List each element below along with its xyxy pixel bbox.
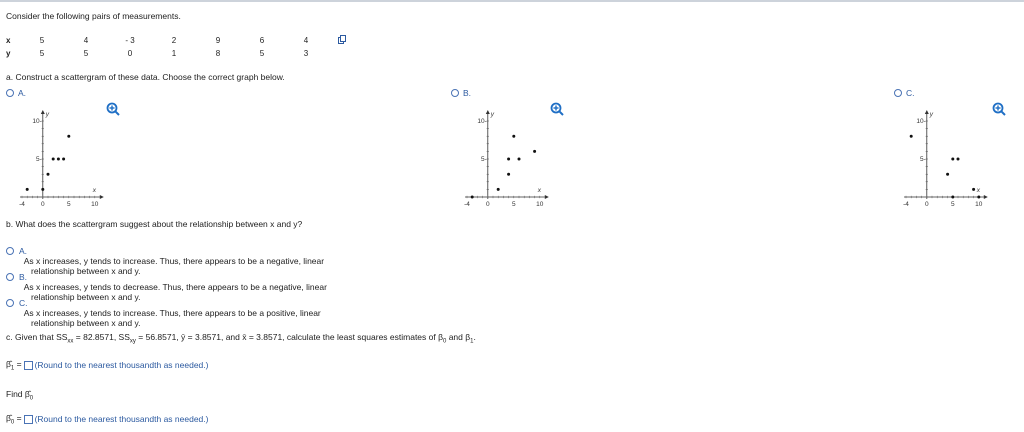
y-cell: 0	[127, 49, 133, 58]
radio-button[interactable]	[6, 299, 14, 307]
radio-button[interactable]	[451, 89, 459, 97]
label-text: =	[14, 359, 22, 369]
y-tick-label: 10-	[916, 118, 926, 126]
y-cell: 5	[83, 49, 89, 58]
x-tick-label: 5	[511, 201, 516, 208]
data-point	[957, 158, 960, 161]
data-point	[951, 158, 954, 161]
x-tick-label: 5	[950, 201, 955, 208]
y-tick-label: 10-	[477, 118, 487, 126]
data-point	[497, 188, 500, 191]
y-cell: 1	[171, 49, 177, 58]
prompt-sub: xy	[129, 338, 136, 345]
copy-data-icon[interactable]	[338, 35, 346, 44]
beta0-label	[6, 413, 22, 426]
y-cell: 3	[303, 49, 309, 58]
x-cell: 6	[259, 36, 265, 45]
label-sub: 0	[29, 395, 34, 402]
beta1-label	[6, 359, 22, 372]
label-text: =	[14, 413, 22, 423]
option-c-radio-group[interactable]	[894, 88, 915, 98]
option-text-cont: relationship between x and y.	[31, 318, 141, 328]
option-a-radio-group[interactable]	[6, 88, 26, 98]
data-point	[518, 158, 521, 161]
data-point	[533, 150, 536, 153]
label-text: β̂	[6, 413, 11, 423]
x-tick-label: 10	[975, 201, 983, 208]
y-cell: 5	[259, 49, 265, 58]
option-text: As x increases, y tends to increase. Thus, there appears to be a negative, linear	[23, 256, 325, 266]
scattergram-option-c	[884, 100, 1024, 215]
x-cell: 5	[39, 36, 45, 45]
find-beta0-label	[6, 389, 33, 402]
part-b-option-c[interactable]	[6, 298, 321, 328]
x-tick-label: 10	[91, 201, 99, 208]
x-tick-label: 0	[40, 201, 45, 208]
rounding-hint: (Round to the nearest thousandth as needed.)	[34, 414, 209, 425]
x-axis-label: x	[976, 187, 981, 194]
data-point	[471, 196, 474, 199]
option-letter: A.	[18, 88, 27, 98]
radio-button[interactable]	[894, 89, 902, 97]
y-axis-arrow	[925, 110, 929, 114]
data-point	[972, 188, 975, 191]
option-text: As x increases, y tends to decrease. Thus, there appears to be a negative, linear	[23, 282, 327, 292]
y-axis-label: y	[45, 111, 50, 118]
option-text-cont: relationship between x and y.	[31, 292, 141, 302]
prompt-sub: 0	[442, 338, 447, 345]
data-point	[512, 135, 515, 138]
table-row-x	[6, 34, 328, 47]
scattergram-option-a	[0, 100, 140, 215]
label-text: Find β̂	[6, 389, 30, 399]
x-cell: - 3	[125, 36, 135, 45]
y-row-label: y	[6, 49, 11, 58]
beta1-answer-row	[6, 359, 208, 372]
data-point	[977, 196, 980, 199]
x-tick-label: 0	[924, 201, 929, 208]
radio-button[interactable]	[6, 247, 14, 255]
table-row-y	[6, 47, 328, 60]
option-letter: A.	[19, 246, 28, 256]
x-axis-label: x	[92, 187, 97, 194]
data-point	[507, 158, 510, 161]
y-axis-label: y	[490, 111, 495, 118]
x-cell: 2	[171, 36, 177, 45]
data-point	[26, 188, 29, 191]
label-text: β̂	[6, 359, 11, 369]
data-point	[507, 173, 510, 176]
prompt-text: = 82.8571, SS	[73, 332, 130, 342]
data-point	[47, 173, 50, 176]
y-axis-arrow	[41, 110, 45, 114]
prompt-sub: xx	[67, 338, 74, 345]
x-cell: 4	[83, 36, 89, 45]
prompt-text: .	[473, 332, 476, 342]
y-cell: 5	[39, 49, 45, 58]
data-point	[57, 158, 60, 161]
label-sub: 1	[10, 365, 15, 372]
beta0-input[interactable]	[24, 415, 33, 424]
x-tick-label: -4	[19, 201, 25, 208]
y-axis-label: y	[929, 111, 934, 118]
y-axis-arrow	[486, 110, 490, 114]
beta1-input[interactable]	[24, 361, 33, 370]
scattergram-option-b	[445, 100, 585, 215]
y-tick-label: 5-	[920, 156, 926, 164]
option-text-cont: relationship between x and y.	[31, 266, 141, 276]
x-axis-label: x	[537, 187, 542, 194]
data-point	[41, 188, 44, 191]
prompt-text: and β	[446, 332, 471, 342]
data-point	[910, 135, 913, 138]
y-tick-label: 10-	[32, 118, 42, 126]
x-axis-arrow	[545, 195, 549, 199]
option-letter: B.	[19, 272, 28, 282]
data-point	[951, 196, 954, 199]
x-tick-label: 10	[536, 201, 544, 208]
radio-button[interactable]	[6, 273, 14, 281]
x-axis-arrow	[984, 195, 988, 199]
x-cell: 9	[215, 36, 221, 45]
prompt-text: c. Given that SS	[6, 332, 68, 342]
x-tick-label: -4	[903, 201, 909, 208]
x-axis-arrow	[100, 195, 104, 199]
option-letter: C.	[906, 88, 915, 98]
part-b-prompt: b. What does the scattergram suggest about the relationship between x and y?	[6, 219, 303, 229]
data-point	[52, 158, 55, 161]
data-point	[67, 135, 70, 138]
option-b-radio-group[interactable]	[451, 88, 471, 98]
radio-button[interactable]	[6, 89, 14, 97]
y-tick-label: 5-	[481, 156, 487, 164]
beta0-answer-row	[6, 413, 208, 426]
x-cell: 4	[303, 36, 309, 45]
part-c-prompt	[6, 332, 476, 345]
prompt-sub: 1	[470, 338, 474, 345]
option-text: As x increases, y tends to increase. Thus, there appears to be a positive, linear	[23, 308, 321, 318]
rounding-hint: (Round to the nearest thousandth as needed.)	[34, 360, 209, 371]
x-tick-label: 5	[66, 201, 71, 208]
y-cell: 8	[215, 49, 221, 58]
x-tick-label: -4	[464, 201, 470, 208]
measurements-table	[6, 34, 328, 60]
data-point	[62, 158, 65, 161]
prompt-text: = 56.8571, ȳ = 3.8571, and x̄ = 3.8571, calculate the least squares estimates of β	[135, 332, 443, 342]
top-divider	[0, 0, 1024, 2]
x-tick-label: 0	[485, 201, 490, 208]
data-point	[946, 173, 949, 176]
label-sub: 0	[10, 419, 15, 426]
question-intro: Consider the following pairs of measurements.	[6, 11, 181, 21]
x-row-label: x	[6, 36, 11, 45]
part-a-prompt: a. Construct a scattergram of these data. Choose the correct graph below.	[6, 72, 285, 82]
option-letter: C.	[19, 298, 28, 308]
option-letter: B.	[463, 88, 472, 98]
y-tick-label: 5-	[36, 156, 42, 164]
